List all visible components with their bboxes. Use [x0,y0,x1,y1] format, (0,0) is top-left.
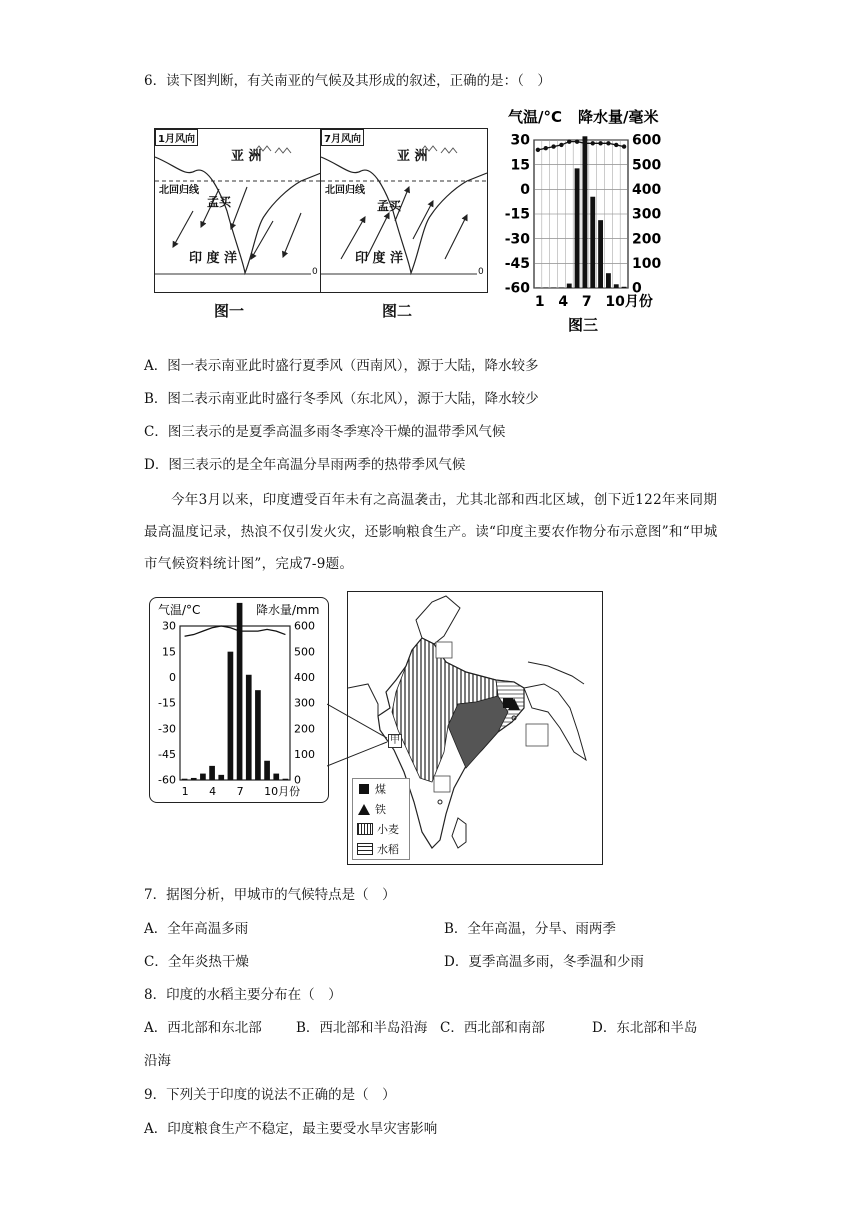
map1-asia-label: 亚 洲 [231,149,262,164]
map-legend [352,778,410,860]
q8-option-d-continued: 沿海 [144,1053,171,1069]
left-tick-label: -30 [504,231,530,248]
q7-option-d[interactable]: D．夏季高温多雨，冬季温和少雨 [444,954,644,970]
question-6-stem: 6．读下图判断，有关南亚的气候及其形成的叙述，正确的是：（ ） [144,73,551,89]
question-8-stem: 8．印度的水稻主要分布在（ ） [144,987,342,1003]
q8-option-c[interactable]: C．西北部和南部 [440,1020,545,1036]
temperature-line [185,626,286,636]
temperature-point [622,144,626,148]
x-tick-label: 7 [236,785,244,798]
rice-pattern-icon [357,843,373,855]
left-tick-label: -45 [504,256,530,272]
city-jia-label: 甲 [390,735,400,746]
q7-option-b[interactable]: B．全年高温，分旱、雨两季 [444,921,616,937]
left-tick-label: 0 [169,671,176,684]
precip-bar [590,197,595,288]
map-july-winds [320,128,488,293]
reading-passage: 今年3月以来，印度遭受百年未有之高温袭击，尤其北部和西北区域，创下近122年来同期最高温度记录，热浪不仅引发火灾，还影响粮食生产。读“印度主要农作物分布示意图”和“甲城市气候资料统计图”，完成7-9题。 [144,492,718,572]
climate-chart-figure-3 [496,100,696,338]
iron-triangle-icon [358,804,370,815]
question-9-stem: 9．下列关于印度的说法不正确的是（ ） [144,1087,396,1103]
left-tick-label: -60 [504,280,530,297]
right-tick-label: 100 [294,748,315,761]
map1-ocean-label: 印 度 洋 [189,251,238,266]
chart1-caption: 图三 [568,316,599,334]
question-7-stem: 7．据图分析，甲城市的气候特点是（ ） [144,887,396,903]
q8-option-b[interactable]: B．西北部和半岛沿海 [296,1020,428,1036]
temperature-point [551,144,555,148]
temperature-point [614,143,618,147]
q6-option-a[interactable]: A．图一表示南亚此时盛行夏季风（西南风），源于大陆，降水较多 [144,358,539,374]
map1-corner-label: 1月风向 [155,129,198,146]
q6-option-d[interactable]: D．图三表示的是全年高温分旱雨两季的热带季风气候 [144,457,466,473]
legend-item-iron [353,799,409,819]
city-leader-lines [327,700,389,770]
precip-bar [182,779,188,780]
coal-square-icon [359,784,369,794]
precip-bar [209,766,215,780]
x-tick-label: 4 [558,294,569,310]
map2-tropic-label: 北回归线 [325,185,365,196]
legend-label-iron: 铁 [375,803,386,816]
legend-label-rice: 水稻 [377,843,399,856]
left-tick-label: 30 [162,619,176,633]
precip-bar [567,284,572,288]
precip-bar [237,603,243,780]
map2-corner-label: 7月风向 [321,129,364,146]
legend-item-rice [353,839,409,859]
right-tick-label: 200 [294,722,315,736]
temperature-point [536,148,540,152]
chart2-left-axis-title: 气温/°C [158,603,201,617]
temperature-point [598,141,602,145]
temperature-point [544,146,548,150]
city-climate-chart [150,598,328,802]
left-tick-label: -45 [158,748,176,761]
precip-bar [273,774,279,780]
temperature-point [591,141,595,145]
legend-item-wheat [353,819,409,839]
map-january-winds [154,128,322,293]
left-tick-label: -15 [158,696,176,710]
precip-bar [283,779,289,780]
precip-bar [622,287,627,288]
right-tick-label: 600 [294,619,315,633]
legend-item-coal [353,779,409,799]
map1-caption: 图一 [214,302,245,320]
right-tick-label: 0 [294,773,301,787]
map1-tropic-label: 北回归线 [159,185,199,196]
precip-bar [228,652,234,780]
map2-asia-label: 亚 洲 [397,149,428,164]
map2-equator-zero: 0 [478,267,484,277]
x-tick-label: 4 [209,785,217,798]
q6-option-c[interactable]: C．图三表示的是夏季高温多雨冬季寒冷干燥的温带季风气候 [144,424,506,440]
right-tick-label: 200 [632,231,662,248]
precip-bar [264,761,270,780]
map1-mumbai-label: 孟买 [207,195,232,209]
left-tick-label: -60 [158,773,176,787]
map1-equator-zero: 0 [312,267,318,277]
precip-bar [575,168,580,288]
precip-bar [582,136,587,288]
left-tick-label: 30 [510,132,530,149]
temperature-point [583,141,587,145]
legend-label-wheat: 小麦 [377,823,399,836]
chart1-right-axis-title: 降水量/毫米 [578,108,659,126]
temperature-point [575,139,579,143]
precip-bar [614,284,619,288]
x-tick-label: 10月份 [605,294,653,310]
q9-option-a[interactable]: A．印度粮食生产不稳定，最主要受水旱灾害影响 [144,1121,438,1137]
precip-bar [191,778,197,780]
chart1-left-axis-title: 气温/°C [508,108,562,126]
temperature-point [559,143,563,147]
left-tick-label: -15 [504,206,530,223]
temperature-point [567,139,571,143]
city-climate-chart-frame [149,597,329,803]
map2-caption: 图二 [382,302,413,320]
precip-bar [218,775,224,780]
left-tick-label: 15 [510,157,530,174]
map2-ocean-label: 印 度 洋 [355,251,404,266]
temperature-point [606,141,610,145]
right-tick-label: 300 [632,206,662,223]
plot-frame [180,626,290,780]
right-tick-label: 100 [632,256,662,272]
left-tick-label: 15 [162,645,176,659]
right-tick-label: 300 [294,696,315,710]
left-tick-label: -30 [158,722,176,736]
precip-bar [598,220,603,288]
q8-option-a[interactable]: A．西北部和东北部 [144,1020,262,1036]
x-tick-label: 7 [581,294,592,310]
right-tick-label: 500 [632,157,662,174]
map2-mumbai-label: 孟买 [377,199,402,213]
right-tick-label: 600 [632,132,662,149]
legend-label-coal: 煤 [375,783,386,796]
precip-bar [246,675,252,780]
q6-option-b[interactable]: B．图二表示南亚此时盛行冬季风（东北风），源于大陆，降水较少 [144,391,539,407]
right-tick-label: 500 [294,645,315,659]
left-tick-label: 0 [520,182,530,198]
x-tick-label: 10月份 [264,785,301,798]
x-tick-label: 1 [534,294,545,310]
right-tick-label: 400 [632,182,662,198]
q7-option-c[interactable]: C．全年炎热干燥 [144,954,249,970]
precip-bar [200,774,206,780]
wheat-pattern-icon [357,823,373,835]
chart2-right-axis-title: 降水量/mm [256,603,320,617]
q8-option-d[interactable]: D．东北部和半岛 [592,1020,698,1036]
precip-bar [255,690,261,780]
q7-option-a[interactable]: A．全年高温多雨 [144,921,249,937]
right-tick-label: 400 [294,671,315,684]
right-tick-label: 0 [632,280,642,297]
x-tick-label: 1 [181,785,189,798]
precip-bar [606,273,611,288]
